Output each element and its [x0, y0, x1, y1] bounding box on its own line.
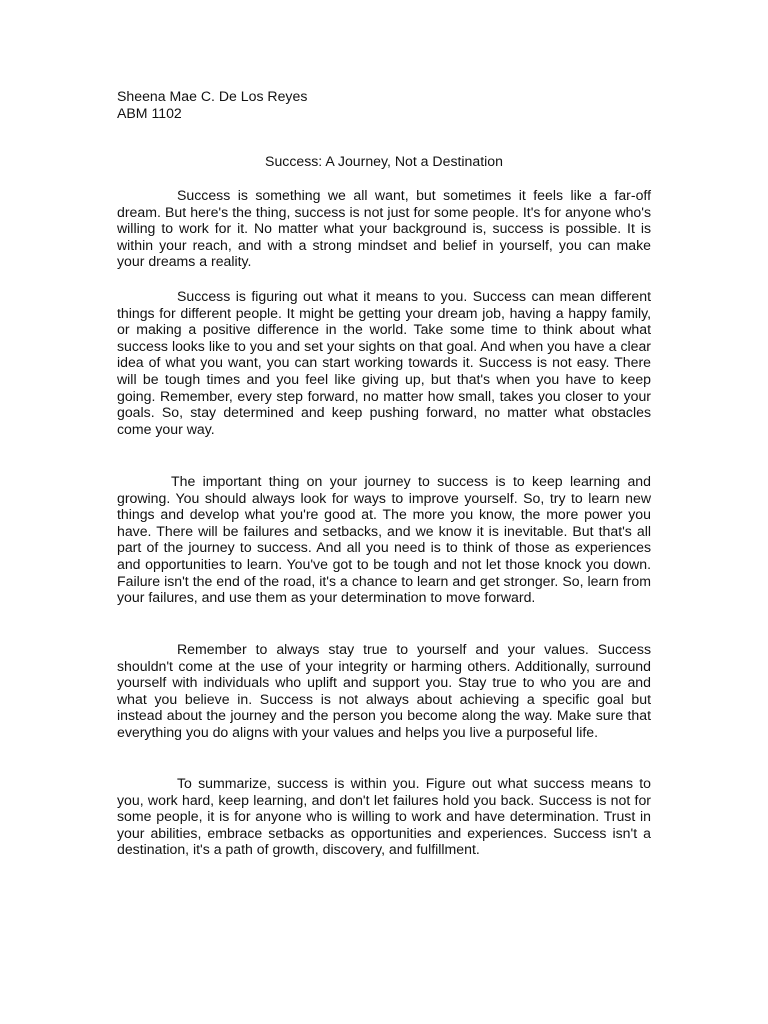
- author-name: Sheena Mae C. De Los Reyes: [117, 88, 308, 104]
- class-section: ABM 1102: [117, 104, 182, 121]
- document-header: [117, 88, 517, 121]
- paragraph-2: Success is figuring out what it means to you. Success can mean different things for different people. It might be getting your dream job, having a happy family, or making a positive difference in the world. Take some time to think about what success looks like to you and set your sights on that goal. And when you have a clear idea of what you want, you can start working towards it. Success is not easy. There will be tough times and you feel like giving up, but that's when you have to keep going. Remember, every step forward, no matter how small, takes you closer to your goals. So, stay determined and keep pushing forward, no matter what obstacles come your way.: [117, 288, 651, 437]
- paragraph-3: The important thing on your journey to success is to keep learning and growing. You should always look for ways to improve yourself. So, try to learn new things and develop what you're good at. The more you know, the more power you have. There will be failures and setbacks, and we know it is inevitable. But that's all part of the journey to success. And all you need is to think of those as experiences and opportunities to learn. You've got to be tough and not let those knock you down. Failure isn't the end of the road, it's a chance to learn and get stronger. So, learn from your failures, and use them as your determination to move forward.: [117, 473, 651, 606]
- paragraph-5: To summarize, success is within you. Figure out what success means to you, work hard, keep learning, and don't let failures hold you back. Success is not for some people, it is for anyone who is willing to work and have determination. Trust in your abilities, embrace setbacks as opportunities and experiences. Success isn't a destination, it's a path of growth, discovery, and fulfillment.: [117, 775, 651, 858]
- essay-title: Success: A Journey, Not a Destination: [265, 153, 503, 169]
- paragraph-4: Remember to always stay true to yourself and your values. Success shouldn't come at the use of your integrity or harming others. Additionally, surround yourself with individuals who uplift and support you. Stay true to who you are and what you believe in. Success is not always about achieving a specific goal but instead about the journey and the person you become along the way. Make sure that everything you do aligns with your values and helps you live a purposeful life.: [117, 641, 651, 740]
- paragraph-1: Success is something we all want, but sometimes it feels like a far-off dream. But here's the thing, success is not just for some people. It's for anyone who's willing to work for it. No matter what your background is, success is possible. It is within your reach, and with a strong mindset and belief in yourself, you can make your dreams a reality.: [117, 187, 651, 270]
